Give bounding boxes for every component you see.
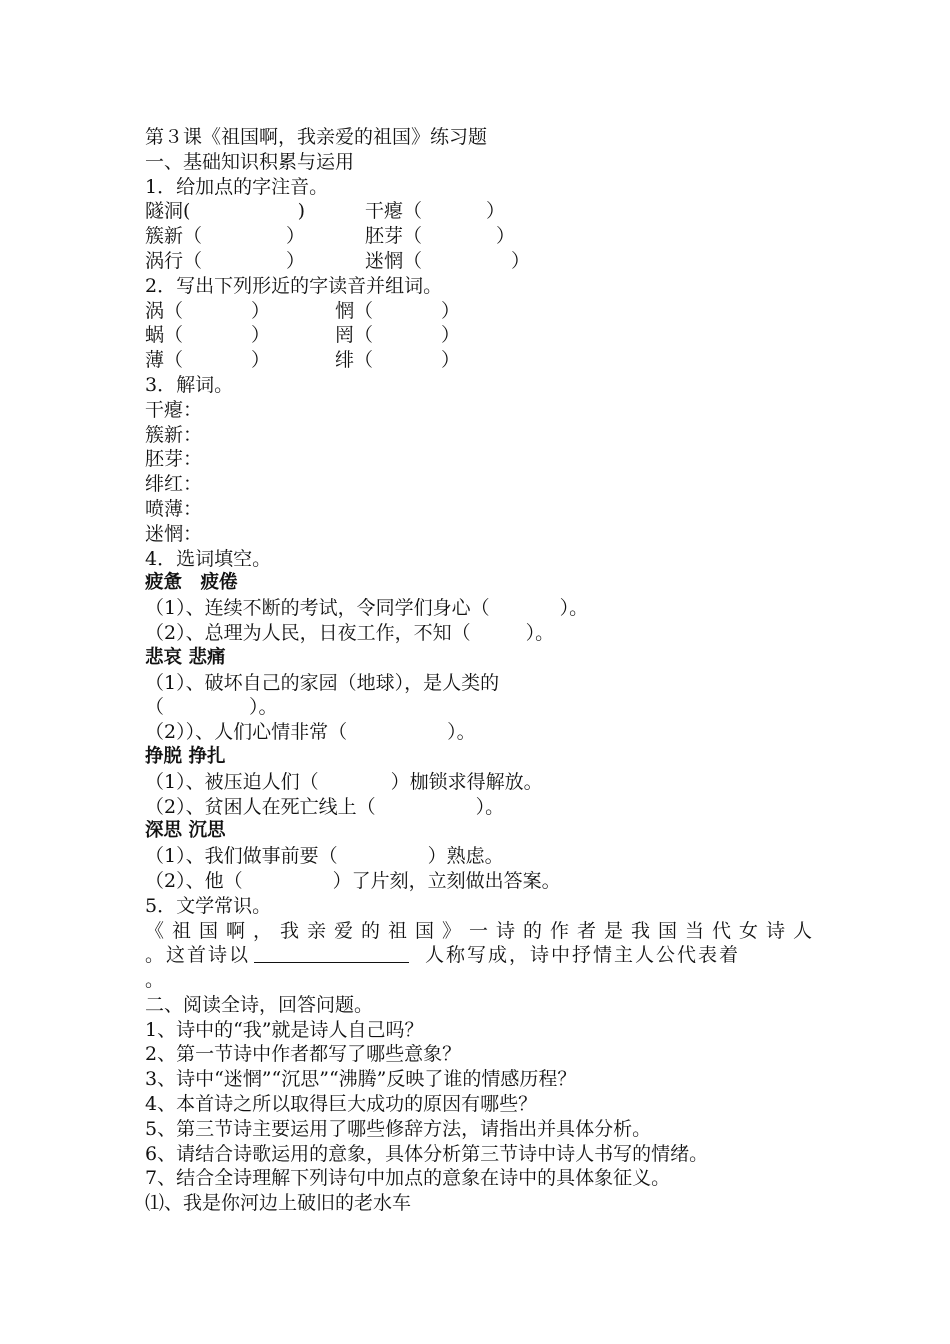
q3-item: 喷薄： (145, 497, 203, 520)
q3-item: 胚芽： (145, 448, 203, 471)
word-group-title: 深思 沉思 (145, 820, 226, 842)
part1-heading: 一、基础知识积累与运用 (145, 150, 355, 173)
fill-blank-line: （1）、我们做事前要（ ）熟虑。 (145, 845, 504, 868)
q5-label: 5．文学常识。 (145, 894, 272, 917)
reading-question: 1、诗中的“我”就是诗人自己吗？ (145, 1018, 424, 1041)
reading-question: 5、第三节诗主要运用了哪些修辞方法，请指出并具体分析。 (145, 1117, 652, 1140)
word-group-title: 悲哀 悲痛 (145, 646, 226, 668)
q3-item: 干瘪： (145, 398, 203, 421)
q3-label: 3．解词。 (145, 373, 234, 396)
page-title: 第３课《祖国啊，我亲爱的祖国》练习题 (145, 126, 488, 148)
q1-row: 隧洞( ) 干瘪（ ） (145, 200, 505, 223)
q2-row: 蜗（ ） 罔（ ） (145, 324, 460, 347)
fill-blank-line: （1）、连续不断的考试，令同学们身心（ ）。 (145, 597, 589, 620)
q2-row: 涡（ ） 惘（ ） (145, 299, 460, 322)
reading-question: 6、请结合诗歌运用的意象，具体分析第三节诗中诗人书写的情绪。 (145, 1142, 709, 1165)
fill-blank-line: （2）、总理为人民，日夜工作，不知（ ）。 (145, 621, 555, 644)
q3-item: 簇新： (145, 423, 203, 446)
reading-question: 7、结合全诗理解下列诗句中加点的意象在诗中的具体象征义。 (145, 1167, 671, 1190)
reading-question: 2、第一节诗中作者都写了哪些意象？ (145, 1043, 462, 1066)
q3-item: 绯红： (145, 473, 203, 496)
answer-blank-line (254, 944, 409, 963)
q3-item: 迷惘： (145, 522, 203, 545)
fill-blank-line: （ ）。 (145, 696, 278, 719)
word-group-title: 疲惫 疲倦 (145, 572, 238, 594)
fill-blank-line: （1）、破坏自己的家园（地球），是人类的 (145, 671, 500, 694)
q4-label: 4．选词填空。 (145, 547, 272, 570)
reading-question: ⑴、我是你河边上破旧的老水车 (145, 1192, 412, 1215)
reading-question: 3、诗中“迷惘”“沉思”“沸腾”反映了谁的情感历程？ (145, 1068, 577, 1091)
worksheet (145, 125, 815, 1216)
q5-text-line: 。这首诗以 人称写成，诗中抒情主人公代表着 (145, 944, 741, 967)
q5-text-line: 《祖国啊，我亲爱的祖国》一诗的作者是我国当代女诗人 (145, 919, 815, 942)
fill-blank-line: （2））、人们心情非常（ ）。 (145, 721, 476, 744)
fill-blank-line: （2）、他（ ）了片刻，立刻做出答案。 (145, 869, 561, 892)
q5-text-line: 。 (145, 969, 165, 992)
q1-row: 涡行（ ） 迷惘（ ） (145, 249, 530, 272)
reading-question: 4、本首诗之所以取得巨大成功的原因有哪些？ (145, 1093, 538, 1116)
word-group-title: 挣脱 挣扎 (145, 745, 226, 767)
fill-blank-line: （1）、被压迫人们（ ）枷锁求得解放。 (145, 770, 543, 793)
q1-label: 1．给加点的字注音。 (145, 175, 329, 198)
part2-heading: 二、阅读全诗，回答问题。 (145, 993, 374, 1016)
q1-row: 簇新（ ） 胚芽（ ） (145, 225, 515, 248)
fill-blank-line: （2）、贫困人在死亡线上（ ）。 (145, 795, 505, 818)
q2-row: 薄（ ） 绯（ ） (145, 349, 460, 372)
q2-label: 2．写出下列形近的字读音并组词。 (145, 274, 443, 297)
